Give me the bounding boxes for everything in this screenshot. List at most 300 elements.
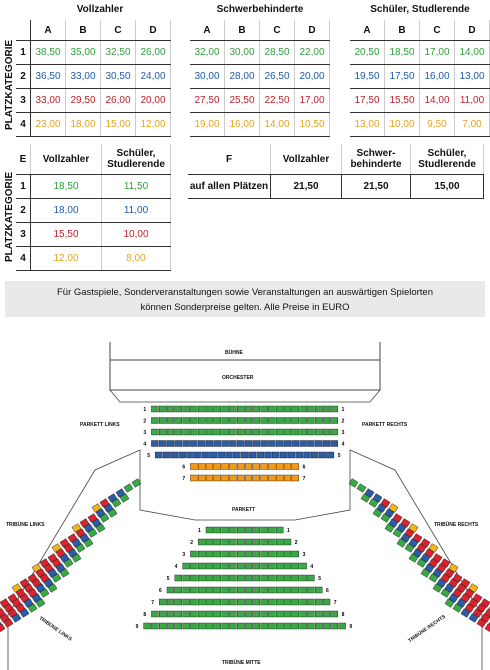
seat[interactable] xyxy=(253,464,260,470)
seat[interactable] xyxy=(159,418,166,424)
seat[interactable] xyxy=(272,452,279,458)
seat[interactable] xyxy=(210,452,217,458)
seat[interactable] xyxy=(190,418,197,424)
seat[interactable] xyxy=(237,418,244,424)
seat[interactable] xyxy=(198,539,205,545)
seat[interactable] xyxy=(276,587,283,593)
seat[interactable] xyxy=(268,429,275,435)
seat[interactable] xyxy=(245,429,252,435)
seat[interactable] xyxy=(268,611,275,617)
seat[interactable] xyxy=(229,464,236,470)
seat[interactable] xyxy=(261,611,268,617)
seat[interactable] xyxy=(307,611,314,617)
seat[interactable] xyxy=(245,623,252,629)
seat[interactable] xyxy=(214,563,221,569)
seat[interactable] xyxy=(151,611,158,617)
seat[interactable] xyxy=(214,527,221,533)
seat[interactable] xyxy=(222,623,229,629)
seat[interactable] xyxy=(206,611,213,617)
seat[interactable] xyxy=(339,623,346,629)
seat[interactable] xyxy=(206,563,213,569)
seat[interactable] xyxy=(331,418,338,424)
seat[interactable] xyxy=(179,452,186,458)
seat[interactable] xyxy=(214,429,221,435)
seat[interactable] xyxy=(206,418,213,424)
seat[interactable] xyxy=(331,623,338,629)
seat[interactable] xyxy=(292,429,299,435)
seat[interactable] xyxy=(276,539,283,545)
seat[interactable] xyxy=(292,475,299,481)
seat[interactable] xyxy=(323,623,330,629)
seat[interactable] xyxy=(159,441,166,447)
seat[interactable] xyxy=(229,563,236,569)
seat[interactable] xyxy=(292,599,299,605)
seat[interactable] xyxy=(315,599,322,605)
seat[interactable] xyxy=(245,575,252,581)
seat[interactable] xyxy=(229,539,236,545)
seat[interactable] xyxy=(331,441,338,447)
seat[interactable] xyxy=(190,611,197,617)
seat[interactable] xyxy=(268,475,275,481)
seat[interactable] xyxy=(214,539,221,545)
seat[interactable] xyxy=(253,429,260,435)
seat[interactable] xyxy=(190,441,197,447)
seat[interactable] xyxy=(261,429,268,435)
seat[interactable] xyxy=(198,587,205,593)
seat[interactable] xyxy=(237,539,244,545)
seat[interactable] xyxy=(315,623,322,629)
seat[interactable] xyxy=(284,475,291,481)
seat[interactable] xyxy=(276,527,283,533)
seat[interactable] xyxy=(268,441,275,447)
seat[interactable] xyxy=(183,623,190,629)
seat[interactable] xyxy=(292,441,299,447)
seat[interactable] xyxy=(253,623,260,629)
seat[interactable] xyxy=(229,599,236,605)
seat[interactable] xyxy=(237,429,244,435)
seat[interactable] xyxy=(268,623,275,629)
seat[interactable] xyxy=(268,551,275,557)
seat[interactable] xyxy=(300,429,307,435)
seat[interactable] xyxy=(268,539,275,545)
seat[interactable] xyxy=(307,418,314,424)
seat[interactable] xyxy=(245,587,252,593)
seat[interactable] xyxy=(253,418,260,424)
seat[interactable] xyxy=(183,406,190,412)
seat[interactable] xyxy=(276,611,283,617)
seat[interactable] xyxy=(222,599,229,605)
seat[interactable] xyxy=(268,527,275,533)
seat[interactable] xyxy=(183,611,190,617)
seat[interactable] xyxy=(151,623,158,629)
seat[interactable] xyxy=(315,429,322,435)
seat[interactable] xyxy=(167,587,174,593)
seat[interactable] xyxy=(261,475,268,481)
seat[interactable] xyxy=(229,527,236,533)
seat[interactable] xyxy=(253,441,260,447)
seat[interactable] xyxy=(245,563,252,569)
seat[interactable] xyxy=(331,429,338,435)
seat[interactable] xyxy=(284,464,291,470)
seat[interactable] xyxy=(206,599,213,605)
seat[interactable] xyxy=(292,418,299,424)
seat[interactable] xyxy=(276,575,283,581)
seat[interactable] xyxy=(237,611,244,617)
seat[interactable] xyxy=(284,539,291,545)
seat[interactable] xyxy=(198,441,205,447)
seat[interactable] xyxy=(175,575,182,581)
seat[interactable] xyxy=(261,441,268,447)
seat[interactable] xyxy=(214,623,221,629)
seat[interactable] xyxy=(276,441,283,447)
seat[interactable] xyxy=(218,452,225,458)
seat[interactable] xyxy=(233,452,240,458)
seat[interactable] xyxy=(323,418,330,424)
seat[interactable] xyxy=(190,575,197,581)
seat[interactable] xyxy=(167,441,174,447)
seat[interactable] xyxy=(300,406,307,412)
seat[interactable] xyxy=(237,475,244,481)
seat[interactable] xyxy=(175,429,182,435)
seat[interactable] xyxy=(202,452,209,458)
seat[interactable] xyxy=(144,623,151,629)
seat[interactable] xyxy=(155,452,162,458)
seat[interactable] xyxy=(206,406,213,412)
seat[interactable] xyxy=(253,475,260,481)
seat[interactable] xyxy=(198,551,205,557)
seat[interactable] xyxy=(268,406,275,412)
seat[interactable] xyxy=(194,452,201,458)
seat[interactable] xyxy=(249,452,256,458)
seat[interactable] xyxy=(206,551,213,557)
seat[interactable] xyxy=(245,599,252,605)
seat[interactable] xyxy=(253,611,260,617)
seat[interactable] xyxy=(245,475,252,481)
seat[interactable] xyxy=(307,441,314,447)
seat[interactable] xyxy=(276,623,283,629)
seat[interactable] xyxy=(183,563,190,569)
seat[interactable] xyxy=(292,623,299,629)
seat[interactable] xyxy=(276,475,283,481)
seat[interactable] xyxy=(288,452,295,458)
seat[interactable] xyxy=(222,587,229,593)
seat[interactable] xyxy=(183,599,190,605)
seat[interactable] xyxy=(159,611,166,617)
seat[interactable] xyxy=(307,623,314,629)
seat[interactable] xyxy=(183,587,190,593)
seat[interactable] xyxy=(323,599,330,605)
seat[interactable] xyxy=(229,587,236,593)
seat[interactable] xyxy=(222,441,229,447)
seat[interactable] xyxy=(323,441,330,447)
seat[interactable] xyxy=(206,587,213,593)
seat[interactable] xyxy=(237,441,244,447)
seat[interactable] xyxy=(229,418,236,424)
seat[interactable] xyxy=(268,599,275,605)
seat[interactable] xyxy=(198,611,205,617)
seat[interactable] xyxy=(261,406,268,412)
seat[interactable] xyxy=(257,452,264,458)
seat[interactable] xyxy=(190,563,197,569)
seat[interactable] xyxy=(284,551,291,557)
seat[interactable] xyxy=(151,418,158,424)
seat[interactable] xyxy=(237,464,244,470)
seat[interactable] xyxy=(292,464,299,470)
seat[interactable] xyxy=(190,551,197,557)
seat[interactable] xyxy=(190,623,197,629)
seat[interactable] xyxy=(253,527,260,533)
seat[interactable] xyxy=(214,551,221,557)
seat[interactable] xyxy=(284,599,291,605)
seat[interactable] xyxy=(307,599,314,605)
seat[interactable] xyxy=(190,406,197,412)
seat[interactable] xyxy=(214,575,221,581)
seat[interactable] xyxy=(222,429,229,435)
seat[interactable] xyxy=(268,418,275,424)
seat[interactable] xyxy=(331,611,338,617)
seat[interactable] xyxy=(245,539,252,545)
seat[interactable] xyxy=(229,611,236,617)
seat[interactable] xyxy=(222,575,229,581)
seat[interactable] xyxy=(229,623,236,629)
seat[interactable] xyxy=(284,587,291,593)
seat[interactable] xyxy=(292,611,299,617)
seat[interactable] xyxy=(167,406,174,412)
seat[interactable] xyxy=(222,475,229,481)
seat[interactable] xyxy=(284,611,291,617)
seat[interactable] xyxy=(253,563,260,569)
seat[interactable] xyxy=(300,587,307,593)
seat[interactable] xyxy=(159,429,166,435)
seat[interactable] xyxy=(261,527,268,533)
seat[interactable] xyxy=(214,599,221,605)
seat[interactable] xyxy=(296,452,303,458)
seat[interactable] xyxy=(265,452,272,458)
seat[interactable] xyxy=(229,575,236,581)
seat[interactable] xyxy=(284,418,291,424)
seat[interactable] xyxy=(175,611,182,617)
seat[interactable] xyxy=(323,611,330,617)
seat[interactable] xyxy=(237,563,244,569)
seat[interactable] xyxy=(261,563,268,569)
seat[interactable] xyxy=(300,418,307,424)
seat[interactable] xyxy=(245,527,252,533)
seat[interactable] xyxy=(261,599,268,605)
seat[interactable] xyxy=(222,611,229,617)
seat[interactable] xyxy=(268,575,275,581)
seat[interactable] xyxy=(253,406,260,412)
seat[interactable] xyxy=(167,599,174,605)
seat[interactable] xyxy=(214,418,221,424)
seat[interactable] xyxy=(284,429,291,435)
seat[interactable] xyxy=(159,599,166,605)
seat[interactable] xyxy=(159,406,166,412)
seat[interactable] xyxy=(187,452,194,458)
seat[interactable] xyxy=(261,464,268,470)
seat[interactable] xyxy=(245,406,252,412)
seat[interactable] xyxy=(163,452,170,458)
seat[interactable] xyxy=(315,441,322,447)
seat[interactable] xyxy=(292,563,299,569)
seat[interactable] xyxy=(284,441,291,447)
seat[interactable] xyxy=(214,475,221,481)
seat[interactable] xyxy=(245,551,252,557)
seat[interactable] xyxy=(159,623,166,629)
seat[interactable] xyxy=(292,587,299,593)
seat[interactable] xyxy=(276,464,283,470)
seat[interactable] xyxy=(167,611,174,617)
seat[interactable] xyxy=(327,452,334,458)
seat[interactable] xyxy=(237,406,244,412)
seat[interactable] xyxy=(167,429,174,435)
seat[interactable] xyxy=(229,406,236,412)
seat[interactable] xyxy=(214,587,221,593)
seat[interactable] xyxy=(206,464,213,470)
seat[interactable] xyxy=(261,587,268,593)
seat[interactable] xyxy=(206,527,213,533)
seat[interactable] xyxy=(304,452,311,458)
seat[interactable] xyxy=(206,429,213,435)
seat[interactable] xyxy=(245,611,252,617)
seat[interactable] xyxy=(284,575,291,581)
seat[interactable] xyxy=(206,441,213,447)
seat[interactable] xyxy=(151,441,158,447)
seat[interactable] xyxy=(284,623,291,629)
seat[interactable] xyxy=(261,539,268,545)
seat[interactable] xyxy=(276,599,283,605)
seat[interactable] xyxy=(315,611,322,617)
seat[interactable] xyxy=(307,587,314,593)
seat[interactable] xyxy=(190,599,197,605)
seat[interactable] xyxy=(284,563,291,569)
seat[interactable] xyxy=(253,551,260,557)
seat[interactable] xyxy=(175,418,182,424)
seat[interactable] xyxy=(300,623,307,629)
seat[interactable] xyxy=(214,464,221,470)
seat[interactable] xyxy=(276,418,283,424)
seat[interactable] xyxy=(237,599,244,605)
seat[interactable] xyxy=(229,429,236,435)
seat[interactable] xyxy=(214,441,221,447)
seat[interactable] xyxy=(253,575,260,581)
seat[interactable] xyxy=(198,406,205,412)
seat[interactable] xyxy=(214,611,221,617)
seat[interactable] xyxy=(307,406,314,412)
seat[interactable] xyxy=(280,452,287,458)
seat[interactable] xyxy=(315,587,322,593)
seat[interactable] xyxy=(331,406,338,412)
seat[interactable] xyxy=(167,418,174,424)
seat[interactable] xyxy=(485,624,490,633)
seat[interactable] xyxy=(198,563,205,569)
seat[interactable] xyxy=(315,406,322,412)
seat[interactable] xyxy=(198,464,205,470)
seat[interactable] xyxy=(206,475,213,481)
seat[interactable] xyxy=(183,441,190,447)
seat[interactable] xyxy=(190,587,197,593)
seat[interactable] xyxy=(0,624,5,633)
seat[interactable] xyxy=(175,587,182,593)
seat[interactable] xyxy=(300,575,307,581)
seat[interactable] xyxy=(319,452,326,458)
seat[interactable] xyxy=(171,452,178,458)
seat[interactable] xyxy=(276,429,283,435)
seat[interactable] xyxy=(284,406,291,412)
seat[interactable] xyxy=(175,441,182,447)
seat[interactable] xyxy=(315,418,322,424)
seat[interactable] xyxy=(175,406,182,412)
seat[interactable] xyxy=(323,406,330,412)
seat[interactable] xyxy=(222,551,229,557)
seat[interactable] xyxy=(292,575,299,581)
seat[interactable] xyxy=(206,575,213,581)
seat[interactable] xyxy=(357,484,366,493)
seat[interactable] xyxy=(276,551,283,557)
seat[interactable] xyxy=(261,551,268,557)
seat[interactable] xyxy=(190,475,197,481)
seat[interactable] xyxy=(222,539,229,545)
seat[interactable] xyxy=(198,418,205,424)
seat[interactable] xyxy=(183,575,190,581)
seat[interactable] xyxy=(300,441,307,447)
seat[interactable] xyxy=(222,406,229,412)
seat[interactable] xyxy=(276,563,283,569)
seat[interactable] xyxy=(214,406,221,412)
seat[interactable] xyxy=(190,429,197,435)
seat[interactable] xyxy=(226,452,233,458)
seat[interactable] xyxy=(198,575,205,581)
seat[interactable] xyxy=(183,418,190,424)
seat[interactable] xyxy=(222,464,229,470)
seat[interactable] xyxy=(268,464,275,470)
seat[interactable] xyxy=(268,587,275,593)
seat[interactable] xyxy=(268,563,275,569)
seat[interactable] xyxy=(253,599,260,605)
seat[interactable] xyxy=(198,599,205,605)
seat[interactable] xyxy=(151,406,158,412)
seat[interactable] xyxy=(253,587,260,593)
seat[interactable] xyxy=(237,551,244,557)
seat[interactable] xyxy=(261,623,268,629)
seat[interactable] xyxy=(229,551,236,557)
seat[interactable] xyxy=(237,575,244,581)
seat[interactable] xyxy=(175,623,182,629)
seat[interactable] xyxy=(276,406,283,412)
seat[interactable] xyxy=(206,539,213,545)
seat[interactable] xyxy=(237,623,244,629)
seat[interactable] xyxy=(206,623,213,629)
seat[interactable] xyxy=(124,484,133,493)
seat[interactable] xyxy=(198,429,205,435)
seat[interactable] xyxy=(245,441,252,447)
seat[interactable] xyxy=(237,527,244,533)
seat[interactable] xyxy=(229,475,236,481)
seat[interactable] xyxy=(261,418,268,424)
seat[interactable] xyxy=(300,599,307,605)
seat[interactable] xyxy=(190,464,197,470)
seat[interactable] xyxy=(311,452,318,458)
seat[interactable] xyxy=(245,418,252,424)
seat[interactable] xyxy=(167,623,174,629)
seat[interactable] xyxy=(222,527,229,533)
seat[interactable] xyxy=(245,464,252,470)
seat[interactable] xyxy=(300,611,307,617)
seat[interactable] xyxy=(183,429,190,435)
seat[interactable] xyxy=(222,418,229,424)
seat[interactable] xyxy=(222,563,229,569)
seat[interactable] xyxy=(241,452,248,458)
seat[interactable] xyxy=(292,406,299,412)
